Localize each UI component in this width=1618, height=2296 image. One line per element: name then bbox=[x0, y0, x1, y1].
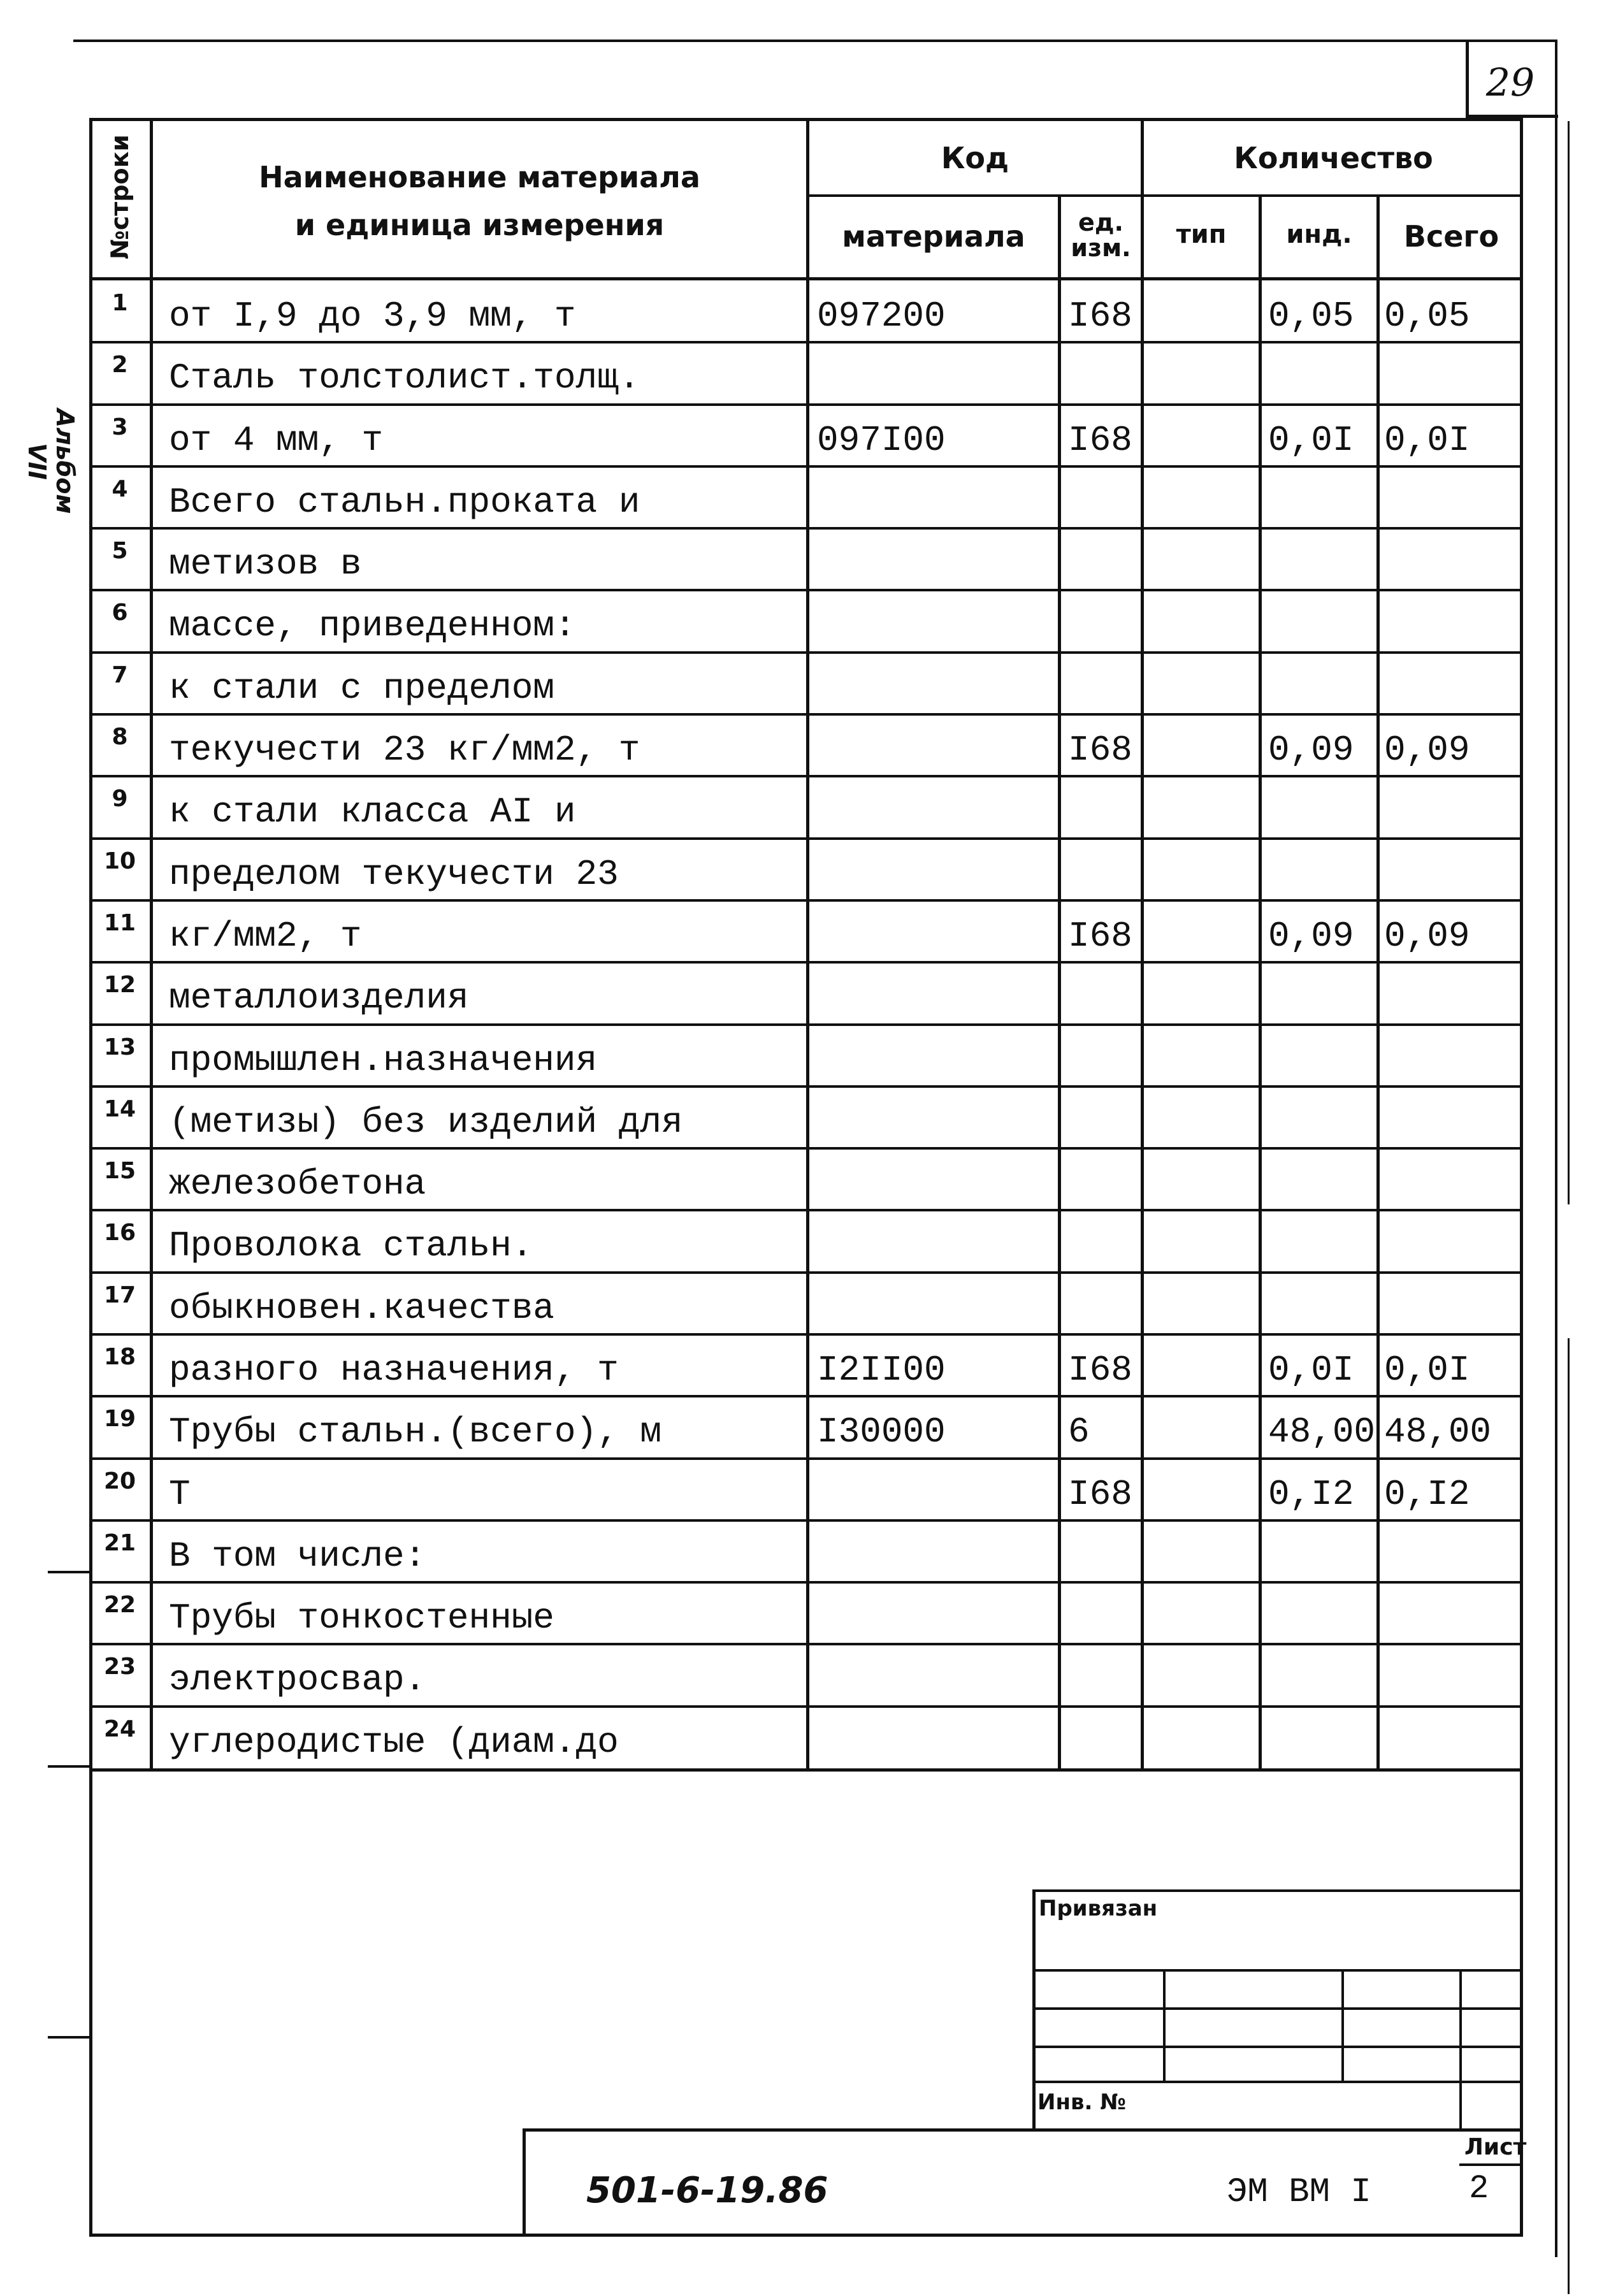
row-number: 9 bbox=[112, 786, 128, 812]
row-number: 1 bbox=[112, 290, 128, 316]
row-number: 18 bbox=[103, 1343, 136, 1370]
row-number: 17 bbox=[103, 1282, 136, 1308]
margin-tick-1 bbox=[48, 1571, 92, 1573]
cell-unit: I68 bbox=[1068, 915, 1132, 957]
cell-name: (метизы) без изделий для bbox=[169, 1101, 683, 1143]
col-qty bbox=[1141, 118, 1144, 1772]
cell-name: метизов в bbox=[169, 544, 362, 585]
cell-name: к стали класса AI и bbox=[169, 791, 576, 833]
stamp-col-1 bbox=[1163, 1969, 1166, 2081]
cell-name: Сталь толстолист.толщ. bbox=[169, 357, 640, 399]
row-number: 19 bbox=[103, 1406, 136, 1433]
row-divider bbox=[89, 1395, 1523, 1397]
cell-ind: 0,0I bbox=[1268, 419, 1354, 461]
side-album-label: Альбом VII bbox=[23, 408, 79, 514]
row-divider bbox=[89, 1457, 1523, 1460]
row-divider bbox=[89, 341, 1523, 343]
cell-name: углеродистые (диам.до bbox=[169, 1721, 619, 1763]
cell-total: 0,09 bbox=[1384, 730, 1470, 771]
row-number: 7 bbox=[112, 661, 128, 688]
row-divider bbox=[89, 1333, 1523, 1336]
cell-ind: 0,I2 bbox=[1268, 1473, 1354, 1515]
row-number: 24 bbox=[103, 1715, 136, 1742]
cell-name: электросвар. bbox=[169, 1659, 426, 1701]
cell-name: Т bbox=[169, 1473, 191, 1515]
cell-name: кг/мм2, т bbox=[169, 915, 362, 957]
row-divider bbox=[89, 589, 1523, 591]
cell-total: 0,0I bbox=[1384, 419, 1470, 461]
row-number: 13 bbox=[103, 1034, 136, 1060]
header-qty-type: тип bbox=[1176, 220, 1227, 249]
row-divider bbox=[89, 1705, 1523, 1708]
doc-number: 501-6-19.86 bbox=[586, 2170, 828, 2211]
header-code-material: материала bbox=[842, 219, 1025, 254]
doc-code: ЭМ ВМ I bbox=[1227, 2173, 1371, 2212]
row-divider bbox=[89, 465, 1523, 468]
row-divider bbox=[89, 403, 1523, 406]
header-qty-total: Всего bbox=[1403, 219, 1499, 254]
cell-name: к стали с пределом bbox=[169, 667, 554, 709]
sheet-cell-divider bbox=[1459, 2163, 1523, 2166]
row-divider bbox=[89, 1643, 1523, 1645]
row-number: 12 bbox=[103, 972, 136, 999]
row-divider bbox=[89, 1023, 1523, 1026]
cell-total: 0,I2 bbox=[1384, 1473, 1470, 1515]
col-total bbox=[1376, 194, 1380, 1772]
margin-tick-2 bbox=[48, 1765, 92, 1768]
col-ind bbox=[1259, 194, 1262, 1772]
cell-unit: 6 bbox=[1068, 1412, 1090, 1453]
cell-name: Проволока стальн. bbox=[169, 1225, 533, 1267]
title-block-top bbox=[523, 2128, 1523, 2132]
cell-code: 097200 bbox=[817, 296, 946, 336]
top-rule bbox=[73, 40, 1555, 42]
row-number: 21 bbox=[103, 1529, 136, 1556]
stamp-top bbox=[1032, 1889, 1523, 1892]
sheet-label: Лист bbox=[1464, 2134, 1527, 2160]
cell-unit: I68 bbox=[1068, 730, 1132, 771]
cell-name: обыкновен.качества bbox=[169, 1287, 554, 1329]
row-divider bbox=[89, 1085, 1523, 1088]
col-code-material bbox=[806, 118, 809, 1772]
row-divider bbox=[89, 1147, 1523, 1150]
row-divider bbox=[89, 651, 1523, 654]
cell-code: 097I00 bbox=[817, 419, 946, 461]
cell-name: от 4 мм, т bbox=[169, 419, 384, 461]
stamp-row-1 bbox=[1032, 1969, 1523, 1972]
header-name-line2: и единица измерения bbox=[294, 208, 665, 242]
col-unit bbox=[1058, 194, 1061, 1772]
row-divider bbox=[89, 899, 1523, 902]
cell-name: Всего стальн.проката и bbox=[169, 481, 640, 523]
row-number: 11 bbox=[103, 909, 136, 936]
cell-name: Трубы тонкостенные bbox=[169, 1598, 554, 1639]
row-number: 20 bbox=[103, 1468, 136, 1494]
right-edge-outer bbox=[1568, 121, 1570, 1204]
header-quantity: Количество bbox=[1234, 141, 1433, 175]
page-number: 29 bbox=[1485, 61, 1535, 105]
cell-unit: I68 bbox=[1068, 1473, 1132, 1515]
cell-ind: 48,00 bbox=[1268, 1412, 1376, 1453]
header-code-unit: ед. изм. bbox=[1071, 208, 1131, 262]
row-number: 14 bbox=[103, 1095, 136, 1122]
cell-name: массе, приведенном: bbox=[169, 605, 576, 647]
header-row-no: №строки bbox=[106, 134, 134, 259]
stamp-row-2 bbox=[1032, 2007, 1523, 2010]
cell-unit: I68 bbox=[1068, 296, 1132, 336]
cell-unit: I68 bbox=[1068, 1349, 1132, 1390]
row-divider bbox=[89, 713, 1523, 716]
row-number: 6 bbox=[112, 600, 128, 626]
table-bottom bbox=[89, 1768, 1523, 1772]
cell-name: железобетона bbox=[169, 1164, 426, 1205]
cell-ind: 0,09 bbox=[1268, 730, 1354, 771]
cell-name: промышлен.назначения bbox=[169, 1039, 598, 1081]
right-edge bbox=[1555, 40, 1557, 2257]
cell-code: I2II00 bbox=[817, 1349, 946, 1390]
cell-ind: 0,0I bbox=[1268, 1349, 1354, 1390]
stamp-col-2 bbox=[1341, 1969, 1344, 2081]
title-block-left bbox=[523, 2128, 526, 2237]
row-divider bbox=[89, 961, 1523, 964]
cell-name: текучести 23 кг/мм2, т bbox=[169, 730, 640, 771]
row-number: 16 bbox=[103, 1220, 136, 1246]
header-qty-ind: инд. bbox=[1286, 220, 1352, 249]
header-subrow bbox=[806, 194, 1523, 197]
row-divider bbox=[89, 1209, 1523, 1211]
row-divider bbox=[89, 837, 1523, 840]
cell-name: металлоизделия bbox=[169, 978, 469, 1019]
header-code: Код bbox=[941, 141, 1009, 175]
cell-code: I30000 bbox=[817, 1412, 946, 1453]
row-number: 3 bbox=[112, 414, 128, 440]
stamp-left bbox=[1032, 1889, 1036, 2132]
stamp-linked-label: Привязан bbox=[1039, 1896, 1158, 1921]
cell-ind: 0,09 bbox=[1268, 915, 1354, 957]
cell-total: 48,00 bbox=[1384, 1412, 1492, 1453]
cell-name: В том числе: bbox=[169, 1535, 426, 1577]
row-number: 22 bbox=[103, 1592, 136, 1619]
sheet-value: 2 bbox=[1469, 2170, 1489, 2207]
cell-ind: 0,05 bbox=[1268, 296, 1354, 336]
cell-name: от I,9 до 3,9 мм, т bbox=[169, 296, 576, 336]
cell-name: пределом текучести 23 bbox=[169, 853, 619, 895]
header-name-line1: Наименование материала bbox=[259, 160, 700, 194]
row-number: 2 bbox=[112, 352, 128, 379]
col-rownum bbox=[150, 118, 153, 1772]
cell-unit: I68 bbox=[1068, 419, 1132, 461]
row-divider bbox=[89, 1271, 1523, 1274]
row-divider bbox=[89, 527, 1523, 530]
row-number: 4 bbox=[112, 475, 128, 502]
stamp-inv-label: Инв. № bbox=[1037, 2090, 1127, 2115]
cell-name: Трубы стальн.(всего), м bbox=[169, 1412, 661, 1453]
cell-total: 0,0I bbox=[1384, 1349, 1470, 1390]
margin-tick-3 bbox=[48, 2036, 92, 2039]
stamp-col-3 bbox=[1459, 1969, 1462, 2132]
row-number: 15 bbox=[103, 1158, 136, 1185]
cell-name: разного назначения, т bbox=[169, 1349, 619, 1390]
row-number: 5 bbox=[112, 538, 128, 565]
cell-total: 0,09 bbox=[1384, 915, 1470, 957]
row-number: 10 bbox=[103, 848, 136, 874]
row-number: 8 bbox=[112, 724, 128, 751]
row-divider bbox=[89, 775, 1523, 777]
cell-total: 0,05 bbox=[1384, 296, 1470, 336]
row-divider bbox=[89, 1519, 1523, 1522]
stamp-row-3 bbox=[1032, 2046, 1523, 2048]
stamp-row-4 bbox=[1032, 2081, 1523, 2083]
row-divider bbox=[89, 1581, 1523, 1584]
right-edge-outer-2 bbox=[1568, 1338, 1570, 2294]
row-number: 23 bbox=[103, 1654, 136, 1680]
